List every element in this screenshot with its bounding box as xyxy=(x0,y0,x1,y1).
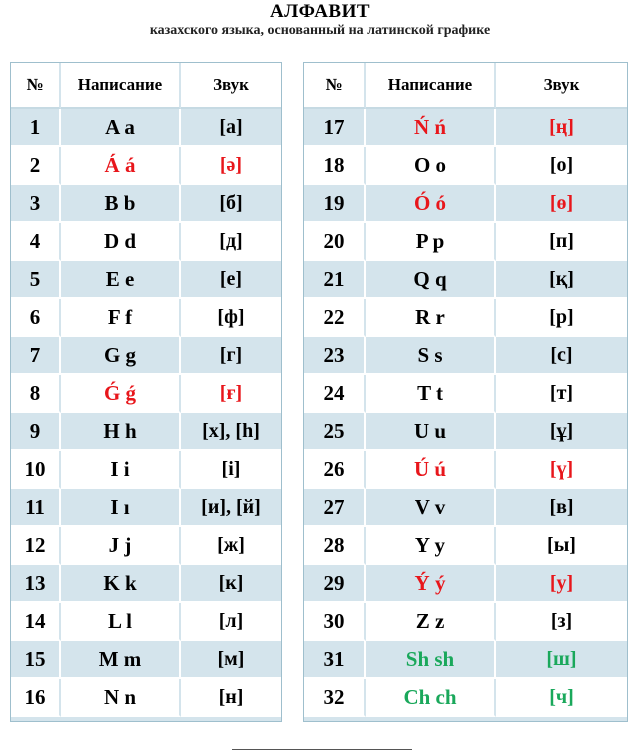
letter-number: 21 xyxy=(304,261,366,299)
letter-number: 13 xyxy=(11,565,61,603)
letter-number: 22 xyxy=(304,299,366,337)
letter-writing: B b xyxy=(61,185,181,223)
letter-sound: [ү] xyxy=(496,451,627,489)
letter-writing: D d xyxy=(61,223,181,261)
letter-sound: [қ] xyxy=(496,261,627,299)
letter-sound: [н] xyxy=(181,679,281,717)
table-row xyxy=(11,413,281,451)
letter-writing: K k xyxy=(61,565,181,603)
letter-number: 10 xyxy=(11,451,61,489)
table-row xyxy=(304,489,627,527)
letter-number: 11 xyxy=(11,489,61,527)
table-row xyxy=(304,413,627,451)
letter-writing: Ó ó xyxy=(366,185,496,223)
header-num: № xyxy=(304,63,366,109)
table-row xyxy=(11,679,281,717)
letter-writing: M m xyxy=(61,641,181,679)
letter-writing: Y y xyxy=(366,527,496,565)
table-row xyxy=(11,337,281,375)
letter-writing: F f xyxy=(61,299,181,337)
letter-writing: Ch ch xyxy=(366,679,496,717)
table-header-row xyxy=(304,63,627,109)
letter-number: 17 xyxy=(304,109,366,147)
letter-number: 3 xyxy=(11,185,61,223)
table-row xyxy=(11,261,281,299)
letter-number: 19 xyxy=(304,185,366,223)
letter-sound: [л] xyxy=(181,603,281,641)
table-row xyxy=(304,603,627,641)
letter-sound: [и], [й] xyxy=(181,489,281,527)
letter-number: 18 xyxy=(304,147,366,185)
letter-number: 6 xyxy=(11,299,61,337)
letter-writing: Q q xyxy=(366,261,496,299)
table-row xyxy=(11,527,281,565)
letter-writing: Z z xyxy=(366,603,496,641)
letter-writing: L l xyxy=(61,603,181,641)
letter-sound: [ә] xyxy=(181,147,281,185)
table-row xyxy=(304,679,627,717)
letter-sound: [в] xyxy=(496,489,627,527)
letter-writing: G g xyxy=(61,337,181,375)
header-sound: Звук xyxy=(181,63,281,109)
letter-sound: [т] xyxy=(496,375,627,413)
letter-sound: [д] xyxy=(181,223,281,261)
table-body-left xyxy=(11,109,281,717)
table-row xyxy=(304,109,627,147)
letter-number: 12 xyxy=(11,527,61,565)
table-row xyxy=(304,451,627,489)
letter-number: 4 xyxy=(11,223,61,261)
letter-writing: I i xyxy=(61,451,181,489)
alphabet-table xyxy=(11,63,281,717)
letter-sound: [п] xyxy=(496,223,627,261)
table-row xyxy=(11,299,281,337)
letter-sound: [з] xyxy=(496,603,627,641)
letter-writing: Á á xyxy=(61,147,181,185)
letter-writing: Ý ý xyxy=(366,565,496,603)
letter-number: 16 xyxy=(11,679,61,717)
letter-writing: H h xyxy=(61,413,181,451)
document-title: АЛФАВИТ xyxy=(269,1,371,22)
letter-writing: I ı xyxy=(61,489,181,527)
header-sound: Звук xyxy=(496,63,627,109)
letter-writing: Ń ń xyxy=(366,109,496,147)
letter-sound: [х], [h] xyxy=(181,413,281,451)
letter-number: 31 xyxy=(304,641,366,679)
letter-writing: E e xyxy=(61,261,181,299)
letter-sound: [ұ] xyxy=(496,413,627,451)
table-row xyxy=(11,489,281,527)
letter-writing: J j xyxy=(61,527,181,565)
letter-sound: [е] xyxy=(181,261,281,299)
table-row xyxy=(11,147,281,185)
letter-number: 14 xyxy=(11,603,61,641)
letter-number: 32 xyxy=(304,679,366,717)
letter-number: 7 xyxy=(11,337,61,375)
letter-number: 20 xyxy=(304,223,366,261)
header-writing: Написание xyxy=(61,63,181,109)
letter-sound: [ж] xyxy=(181,527,281,565)
table-row xyxy=(304,375,627,413)
letter-writing: Ú ú xyxy=(366,451,496,489)
header-num: № xyxy=(11,63,61,109)
letter-sound: [м] xyxy=(181,641,281,679)
table-row xyxy=(304,527,627,565)
letter-sound: [ы] xyxy=(496,527,627,565)
letter-writing: U u xyxy=(366,413,496,451)
letter-writing: V v xyxy=(366,489,496,527)
table-row xyxy=(11,223,281,261)
letter-writing: T t xyxy=(366,375,496,413)
table-row xyxy=(11,603,281,641)
letter-number: 5 xyxy=(11,261,61,299)
header-writing: Написание xyxy=(366,63,496,109)
letter-writing: S s xyxy=(366,337,496,375)
letter-number: 1 xyxy=(11,109,61,147)
letter-number: 29 xyxy=(304,565,366,603)
letter-number: 8 xyxy=(11,375,61,413)
table-row xyxy=(304,565,627,603)
letter-sound: [ф] xyxy=(181,299,281,337)
letter-sound: [ғ] xyxy=(181,375,281,413)
letter-sound: [у] xyxy=(496,565,627,603)
table-row xyxy=(304,223,627,261)
table-row xyxy=(304,641,627,679)
letter-number: 23 xyxy=(304,337,366,375)
letter-number: 28 xyxy=(304,527,366,565)
letter-writing: N n xyxy=(61,679,181,717)
alphabet-table-right xyxy=(303,62,628,722)
alphabet-table xyxy=(304,63,627,717)
letter-sound: [ң] xyxy=(496,109,627,147)
letter-sound: [с] xyxy=(496,337,627,375)
letter-sound: [р] xyxy=(496,299,627,337)
table-row xyxy=(11,375,281,413)
letter-sound: [ө] xyxy=(496,185,627,223)
table-row xyxy=(11,641,281,679)
letter-writing: R r xyxy=(366,299,496,337)
letter-writing: P p xyxy=(366,223,496,261)
letter-number: 9 xyxy=(11,413,61,451)
table-row xyxy=(11,185,281,223)
table-row xyxy=(11,109,281,147)
letter-sound: [а] xyxy=(181,109,281,147)
letter-sound: [б] xyxy=(181,185,281,223)
table-body-right xyxy=(304,109,627,717)
letter-writing: Sh sh xyxy=(366,641,496,679)
letter-sound: [і] xyxy=(181,451,281,489)
table-row xyxy=(304,185,627,223)
table-header-row xyxy=(11,63,281,109)
letter-sound: [ш] xyxy=(496,641,627,679)
letter-number: 25 xyxy=(304,413,366,451)
letter-number: 2 xyxy=(11,147,61,185)
letter-writing: Ǵ ǵ xyxy=(61,375,181,413)
letter-number: 30 xyxy=(304,603,366,641)
letter-number: 15 xyxy=(11,641,61,679)
letter-number: 27 xyxy=(304,489,366,527)
letter-writing: O o xyxy=(366,147,496,185)
table-row xyxy=(304,337,627,375)
table-row xyxy=(304,299,627,337)
table-row xyxy=(11,565,281,603)
letter-writing: A a xyxy=(61,109,181,147)
letter-number: 24 xyxy=(304,375,366,413)
letter-sound: [о] xyxy=(496,147,627,185)
letter-sound: [к] xyxy=(181,565,281,603)
letter-sound: [г] xyxy=(181,337,281,375)
footer-divider xyxy=(232,749,412,750)
letter-number: 26 xyxy=(304,451,366,489)
table-row xyxy=(304,147,627,185)
letter-sound: [ч] xyxy=(496,679,627,717)
table-row xyxy=(11,451,281,489)
alphabet-table-left xyxy=(10,62,282,722)
document-subtitle: казахского языка, основанный на латинской графике xyxy=(149,23,491,38)
table-row xyxy=(304,261,627,299)
